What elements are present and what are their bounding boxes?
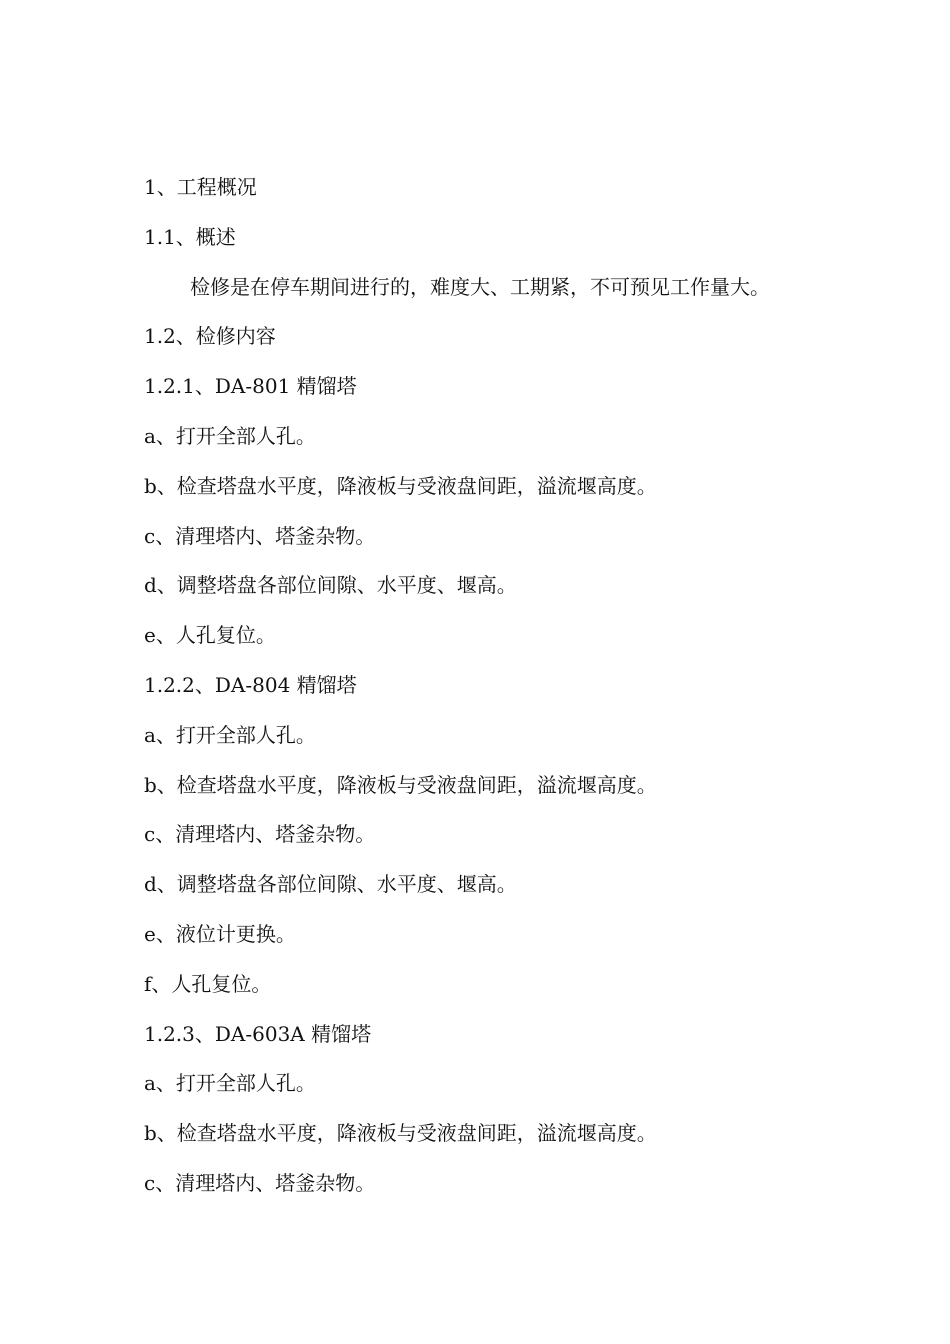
- list-item: e、液位计更换。: [144, 921, 296, 946]
- document-body: [144, 167, 844, 1213]
- list-item: d、调整塔盘各部位间隙、水平度、堰高。: [144, 573, 517, 598]
- list-item: f、人孔复位。: [144, 971, 272, 996]
- subsection-heading-1-1: 1.1、概述: [144, 224, 236, 249]
- subsection-heading-1-2: 1.2、检修内容: [144, 324, 276, 349]
- item-heading-1-2-2: 1.2.2、DA-804 精馏塔: [144, 672, 357, 697]
- list-item: a、打开全部人孔。: [144, 423, 316, 448]
- list-item: c、清理塔内、塔釜杂物。: [144, 523, 376, 548]
- list-item: b、检查塔盘水平度，降液板与受液盘间距，溢流堰高度。: [144, 473, 657, 498]
- list-item: c、清理塔内、塔釜杂物。: [144, 1170, 376, 1195]
- list-item: d、调整塔盘各部位间隙、水平度、堰高。: [144, 872, 517, 897]
- list-item: e、人孔复位。: [144, 623, 276, 648]
- item-heading-1-2-1: 1.2.1、DA-801 精馏塔: [144, 374, 357, 399]
- list-item: a、打开全部人孔。: [144, 722, 316, 747]
- list-item: c、清理塔内、塔釜杂物。: [144, 822, 376, 847]
- item-heading-1-2-3: 1.2.3、DA-603A 精馏塔: [144, 1021, 372, 1046]
- section-heading-1: 1、工程概况: [144, 175, 257, 199]
- list-item: a、打开全部人孔。: [144, 1071, 316, 1096]
- list-item: b、检查塔盘水平度，降液板与受液盘间距，溢流堰高度。: [144, 772, 657, 797]
- list-item: b、检查塔盘水平度，降液板与受液盘间距，溢流堰高度。: [144, 1121, 657, 1146]
- overview-paragraph: 检修是在停车期间进行的，难度大、工期紧，不可预见工作量大。: [190, 274, 770, 299]
